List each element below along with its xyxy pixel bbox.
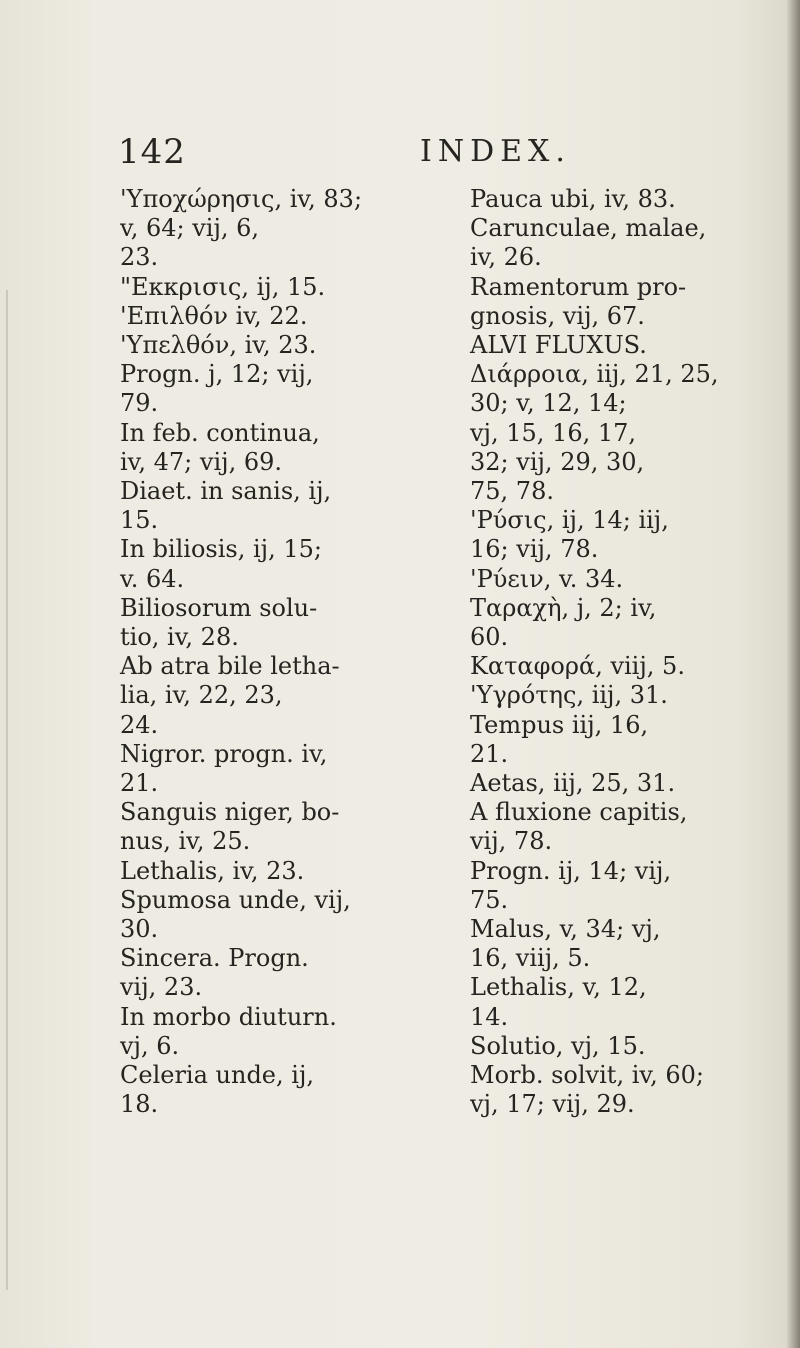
index-entry-continuation: 75. (470, 885, 509, 914)
page-header (0, 132, 800, 180)
index-entry-continuation: tio, iv, 28. (120, 623, 239, 652)
index-entry-continuation: gnosis, vij, 67. (470, 301, 645, 330)
index-entry: 'Υγρότης, iij, 31. (470, 681, 668, 710)
index-entry: 'Ρύσις, ij, 14; iij, (470, 506, 669, 535)
index-entry-continuation: 16; vij, 78. (470, 535, 599, 564)
index-column-left (120, 185, 420, 1120)
index-entry-continuation: vj, 6. (120, 1031, 180, 1060)
page-number: 142 (118, 132, 186, 172)
index-entry: Progn. ij, 14; vij, (470, 856, 672, 885)
index-entry-continuation: 30; v, 12, 14; (470, 389, 627, 418)
index-entry: ALVI FLUXUS. (470, 331, 647, 360)
index-entry: Tempus iij, 16, (470, 710, 649, 739)
index-entry: Progn. j, 12; vij, (120, 360, 314, 389)
index-entry-continuation: 18. (120, 1090, 159, 1119)
index-entry-continuation: 30. (120, 915, 159, 944)
index-entry-continuation: v, 64; vij, 6, (120, 214, 260, 243)
index-entry-continuation: 60. (470, 623, 509, 652)
index-entry-continuation: 21. (120, 769, 159, 798)
index-entry-continuation: 21. (470, 739, 509, 768)
index-entry-continuation: iv, 47; vij, 69. (120, 447, 282, 476)
index-entry: Ramentorum pro- (470, 272, 687, 301)
index-entry-continuation: 75, 78. (470, 477, 554, 506)
index-entry: Celeria unde, ij, (120, 1061, 315, 1090)
index-entry-continuation: 23. (120, 243, 159, 272)
index-entry: Διάρροια, iij, 21, 25, (470, 360, 719, 389)
index-entry-continuation: 16, viij, 5. (470, 944, 591, 973)
index-entry: Καταφορά, viij, 5. (470, 652, 685, 681)
index-entry: 'Επιλθόν iv, 22. (120, 301, 308, 330)
index-entry: In biliosis, ij, 15; (120, 535, 322, 564)
index-entry-continuation: vij, 78. (470, 827, 553, 856)
page-edge-shadow (786, 0, 800, 1348)
index-entry: Biliosorum solu- (120, 593, 318, 622)
index-entry: In feb. continua, (120, 418, 320, 447)
index-entry: Ταραχὴ, j, 2; iv, (470, 593, 657, 622)
index-entry: 'Υπελθόν, iv, 23. (120, 331, 317, 360)
index-entry-continuation: 14. (470, 1002, 509, 1031)
index-entry: Spumosa unde, vij, (120, 885, 351, 914)
running-head: INDEX. (420, 134, 571, 169)
index-column-right (470, 185, 770, 1120)
index-entry-continuation: iv, 26. (470, 243, 542, 272)
index-entry-continuation: vj, 15, 16, 17, (470, 418, 637, 447)
index-entry: In morbo diuturn. (120, 1002, 337, 1031)
index-entry: 'Υποχώρησις, iv, 83; (120, 185, 363, 213)
index-entry: Malus, v, 34; vj, (470, 915, 661, 944)
index-entry: 'Ρύειν, v. 34. (470, 564, 624, 593)
index-entry: Pauca ubi, iv, 83. (470, 185, 676, 213)
index-entry: Lethalis, v, 12, (470, 973, 647, 1002)
index-entry: Solutio, vj, 15. (470, 1031, 646, 1060)
index-entry: A fluxione capitis, (470, 798, 688, 827)
index-entry-continuation: 32; vij, 29, 30, (470, 447, 645, 476)
page-gutter-shadow (6, 290, 8, 1290)
index-entry-continuation: 15. (120, 506, 159, 535)
index-entry: Lethalis, iv, 23. (120, 856, 305, 885)
index-entry-continuation: vj, 17; vij, 29. (470, 1090, 635, 1119)
index-entry-continuation: 79. (120, 389, 159, 418)
index-entry: Ab atra bile letha- (120, 652, 340, 681)
index-entry: Sanguis niger, bo- (120, 798, 340, 827)
index-entry: "Εκκρισις, ij, 15. (120, 272, 326, 301)
index-entry: Nigror. progn. iv, (120, 739, 328, 768)
index-entry-continuation: nus, iv, 25. (120, 827, 251, 856)
index-entry: Carunculae, malae, (470, 214, 707, 243)
index-entry: Morb. solvit, iv, 60; (470, 1061, 704, 1090)
index-entry-continuation: v. 64. (120, 564, 185, 593)
index-entry-continuation: lia, iv, 22, 23, (120, 681, 283, 710)
index-entry-continuation: vij, 23. (120, 973, 203, 1002)
index-entry-continuation: 24. (120, 710, 159, 739)
index-entry: Sincera. Progn. (120, 944, 309, 973)
index-entry: Diaet. in sanis, ij, (120, 477, 332, 506)
index-entry: Aetas, iij, 25, 31. (470, 769, 676, 798)
